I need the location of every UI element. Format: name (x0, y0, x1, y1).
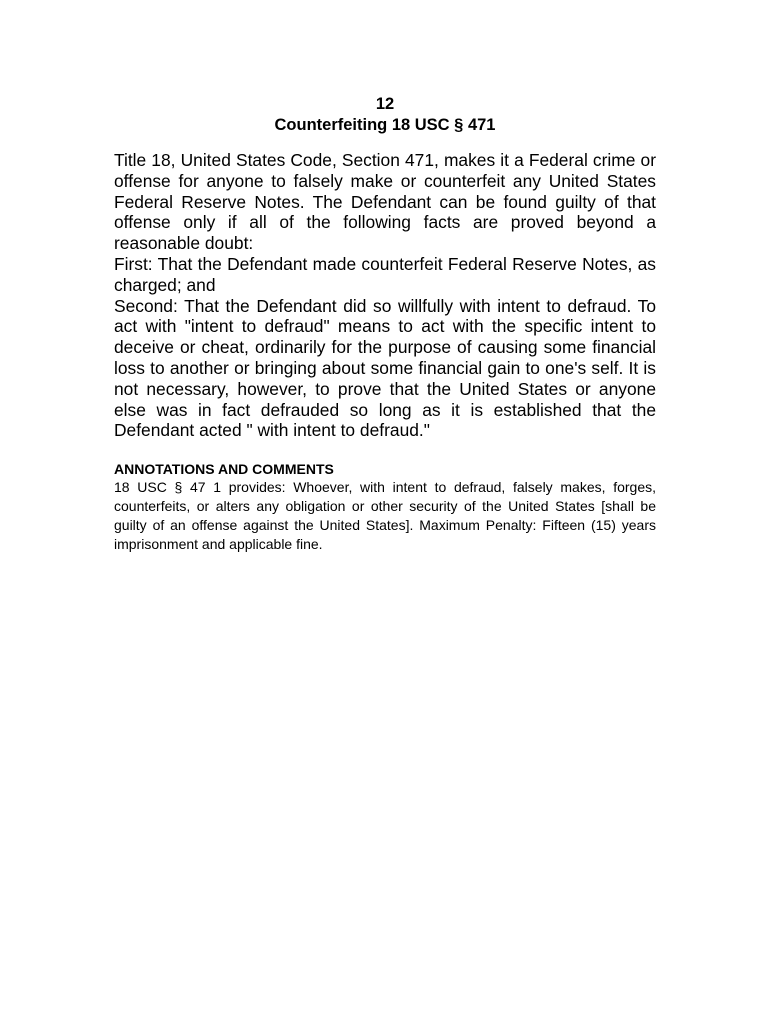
document-page (114, 94, 656, 554)
instruction-title: Counterfeiting 18 USC § 471 (274, 116, 496, 134)
instruction-number: 12 (375, 95, 395, 113)
body-paragraph-intro: Title 18, United States Code, Section 471, makes it a Federal crime or offense for anyone to falsely make or counterfeit any United States Federal Reserve Notes. The Defendant can be found guilty of that offense only if all of the following facts are proved beyond a reasonable doubt: (114, 150, 656, 254)
body-paragraph-second-element: Second: That the Defendant did so willfully with intent to defraud. To act with "intent to defraud" means to act with the specific intent to deceive or cheat, ordinarily for the purpose of causing some financial loss to another or bringing about some financial gain to one's self. It is not necessary, however, to prove that the United States or anyone else was in fact defrauded so long as it is established that the Defendant acted " with intent to defraud." (114, 295, 656, 441)
annotations-section (114, 461, 656, 554)
instruction-body (114, 150, 656, 441)
annotations-text: 18 USC § 47 1 provides: Whoever, with intent to defraud, falsely makes, forges, counterfeits, or alters any obligation or other security of the United States [shall be guilty of an offense against the United States]. Maximum Penalty: Fifteen (15) years imprisonment and applicable fine. (114, 479, 656, 553)
body-paragraph-first-element: First: That the Defendant made counterfeit Federal Reserve Notes, as charged; and (114, 253, 656, 295)
annotations-heading: ANNOTATIONS AND COMMENTS (114, 461, 334, 478)
